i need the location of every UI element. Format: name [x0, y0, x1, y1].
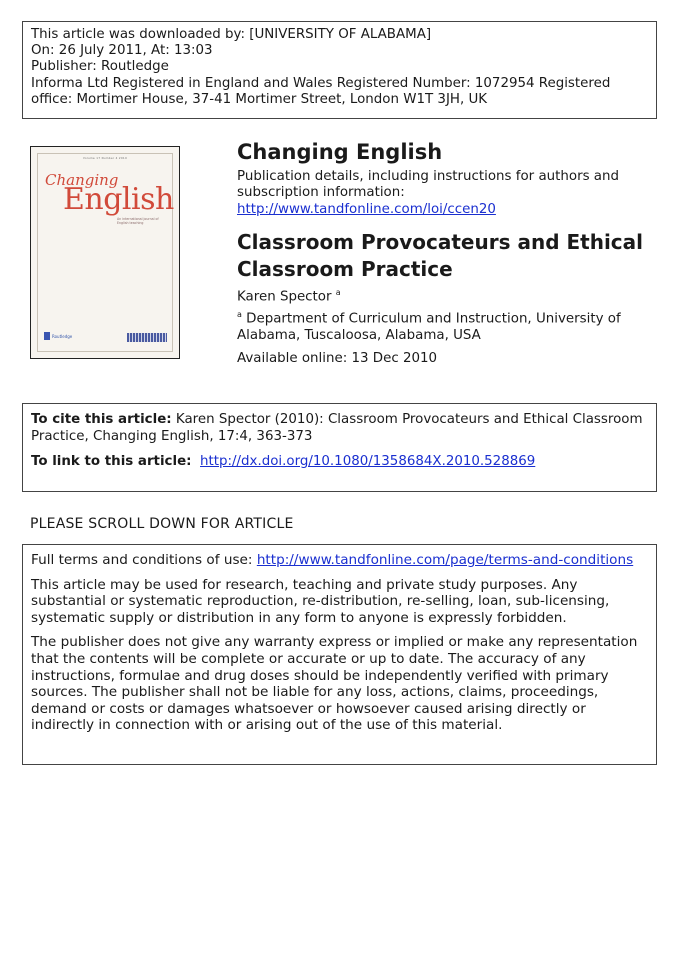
download-line-4: Informa Ltd Registered in England and Wales Registered Number: 1072954 Registered [31, 75, 611, 91]
download-line-1: This article was downloaded by: [UNIVERSITY OF ALABAMA] [31, 27, 432, 42]
affiliation [237, 306, 657, 344]
terms-intro-line [31, 552, 648, 569]
cite-label: To cite this article: [31, 412, 172, 427]
cite-text: Karen Spector (2010): Classroom Provocateurs and Ethical Classroom Practice, Changing English, 17:4, 363-373 [31, 412, 643, 444]
taylor-francis-logo-icon [127, 333, 167, 342]
citation-box [22, 403, 657, 492]
doi-line [31, 453, 648, 470]
terms-paragraph-2: The publisher does not give any warranty express or implied or make any representation that the contents will be complete or accurate or up to date. The accuracy of any instructions, formulae and drug doses should be independently verified with primary sources. The publisher shall not be liable for any loss, actions, claims, proceedings, demand or costs or damages whatsoever or howsoever caused arising directly or indirectly in connection with or arising out of the use of this material. [31, 634, 638, 734]
download-notice-box [22, 21, 657, 119]
author-affiliation-marker: a [335, 288, 341, 297]
cover-subtitle: An international journal of English teaching [117, 217, 159, 225]
cover-volume-text: Volume 17 Number 4 2010 [83, 157, 128, 160]
publication-details: Publication details, including instructions for authors and subscription information: [237, 169, 619, 201]
download-line-5: office: Mortimer House, 37-41 Mortimer Street, London W1T 3JH, UK [31, 91, 488, 107]
journal-title: Changing English [237, 140, 443, 164]
terms-box [22, 544, 657, 765]
link-label: To link to this article: [31, 454, 192, 469]
scroll-down-note: PLEASE SCROLL DOWN FOR ARTICLE [30, 516, 294, 532]
journal-link[interactable]: http://www.tandfonline.com/loi/ccen20 [237, 202, 496, 217]
routledge-logo-icon [44, 332, 50, 340]
terms-intro: Full terms and conditions of use: [31, 552, 253, 568]
journal-cover-image [30, 146, 180, 359]
doi-link[interactable]: http://dx.doi.org/10.1080/1358684X.2010.528869 [200, 454, 536, 469]
download-line-2: On: 26 July 2011, At: 13:03 [31, 43, 213, 59]
download-line-3: Publisher: Routledge [31, 59, 169, 75]
article-title: Classroom Provocateurs and Ethical Classroom Practice [237, 230, 644, 281]
available-online-date: Available online: 13 Dec 2010 [237, 351, 438, 366]
author-name: Karen Spector [237, 289, 332, 305]
author [237, 288, 341, 304]
terms-paragraph-1: This article may be used for research, teaching and private study purposes. Any substantial or systematic reproduction, re-distribution, re-selling, loan, sub-licensing, systematic supply or distribution in any form to anyone is expressly forbidden. [31, 576, 610, 626]
cover-publisher: Routledge [52, 334, 73, 339]
affiliation-marker: a [237, 310, 242, 319]
cite-line [31, 411, 648, 445]
terms-link[interactable]: http://www.tandfonline.com/page/terms-and-conditions [256, 552, 634, 568]
affiliation-text: Department of Curriculum and Instruction, University of Alabama, Tuscaloosa, Alabama, USA [237, 311, 621, 344]
cover-title-bottom: English [63, 182, 174, 217]
cover-title-top: Changing [45, 171, 119, 189]
